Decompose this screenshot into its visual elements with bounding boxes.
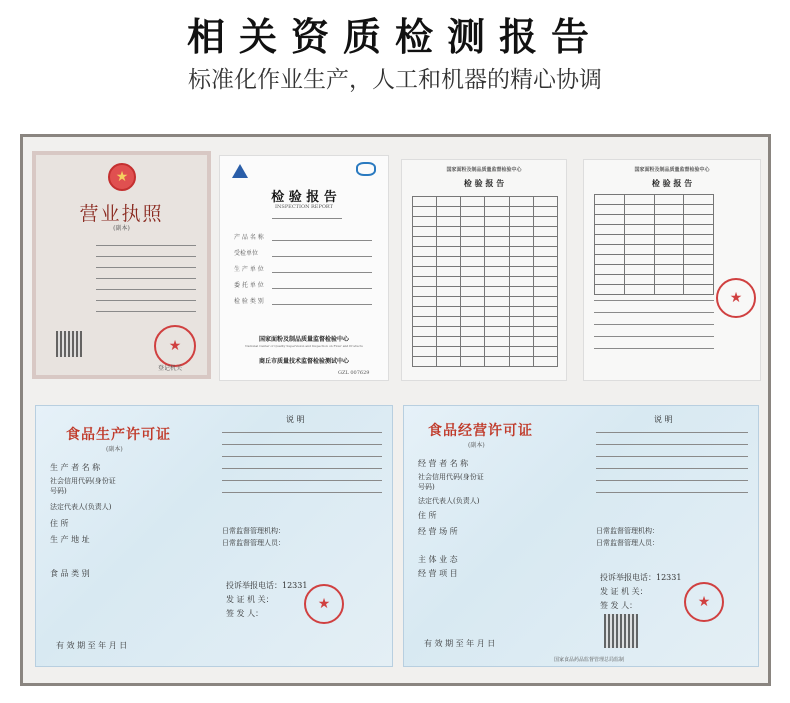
operator-name-label: 经 营 者 名 称 bbox=[418, 459, 469, 468]
production-hotline: 投诉举报电话：12331 bbox=[226, 581, 308, 590]
producer-name-label: 生 产 者 名 称 bbox=[50, 463, 101, 472]
inspection-seal-icon: ★ bbox=[716, 278, 756, 318]
business-premises-label: 经 营 场 所 bbox=[418, 527, 458, 536]
production-license-seal-icon: ★ bbox=[304, 584, 344, 624]
credit-code-label: 社会信用代码(身份证号码) bbox=[50, 477, 116, 495]
business-supervisory-staff: 日常监督管理人员： bbox=[596, 539, 659, 547]
report-code: GZL 007629 bbox=[338, 370, 370, 376]
center-name: 国家面粉及制品质量监督检验中心 bbox=[258, 336, 349, 343]
institute-name: 商丘市质量技术监督检验测试中心 bbox=[258, 358, 349, 365]
certificate-gallery bbox=[20, 134, 771, 686]
legal-rep-label: 法定代表人(负责人) bbox=[50, 503, 112, 511]
qr-code bbox=[56, 331, 82, 357]
production-signer: 签 发 人： bbox=[226, 609, 264, 618]
business-issuer: 发 证 机 关： bbox=[600, 587, 648, 596]
business-validity: 有 效 期 至 年 月 日 bbox=[424, 639, 496, 648]
report-subtitle-en: INSPECTION REPORT bbox=[275, 204, 333, 210]
inspection-report-summary[interactable] bbox=[583, 159, 761, 381]
page-subtitle: 标准化作业生产，人工和机器的精心协调 bbox=[188, 67, 602, 93]
report-title: 检 验 报 告 bbox=[271, 190, 337, 205]
business-license-title: 食品经营许可证 bbox=[428, 423, 533, 439]
cnas-logo-icon bbox=[356, 162, 376, 176]
food-production-license[interactable] bbox=[35, 405, 393, 667]
license-title: 营业执照 bbox=[79, 203, 164, 225]
business-license-footer: 国家食品药品监督管理总局监制 bbox=[554, 657, 625, 663]
cma-logo-icon bbox=[232, 164, 248, 178]
report-title-3: 检 验 报 告 bbox=[651, 178, 693, 188]
registration-seal-icon: ★ bbox=[154, 325, 196, 367]
business-format-label: 主 体 业 态 bbox=[418, 555, 458, 564]
business-signer: 签 发 人： bbox=[600, 601, 638, 610]
business-address-label: 住 所 bbox=[418, 511, 437, 520]
business-supervisory-org: 日常监督管理机构： bbox=[596, 527, 659, 535]
center-name-2: 国家面粉及制品质量监督检验中心 bbox=[446, 167, 522, 173]
field-manufacturer: 生 产 单 位 bbox=[234, 266, 264, 273]
production-notes-title: 说 明 bbox=[286, 415, 305, 424]
food-business-license[interactable] bbox=[403, 405, 759, 667]
license-footer: 登记机关 bbox=[158, 365, 183, 372]
license-copy-label: (副本) bbox=[113, 225, 130, 232]
inspection-results-table bbox=[412, 196, 558, 367]
business-credit-code-label: 社会信用代码(身份证号码) bbox=[418, 473, 484, 491]
business-hotline: 投诉举报电话：12331 bbox=[600, 573, 682, 582]
center-name-en: National Center of Quality Supervision and Inspection on Flour and Products bbox=[245, 344, 363, 348]
national-emblem-icon: ★ bbox=[108, 163, 136, 191]
field-inspection-type: 检 验 类 别 bbox=[234, 298, 264, 305]
center-name-3: 国家面粉及制品质量监督检验中心 bbox=[634, 167, 710, 173]
business-license[interactable] bbox=[32, 151, 211, 379]
inspection-report-table[interactable] bbox=[401, 159, 567, 381]
business-qr-code bbox=[604, 614, 638, 648]
business-items-label: 经 营 项 目 bbox=[418, 569, 458, 578]
field-product-name: 产 品 名 称 bbox=[234, 234, 264, 241]
production-address-label: 生 产 地 址 bbox=[50, 535, 90, 544]
business-legal-rep-label: 法定代表人(负责人) bbox=[418, 497, 480, 505]
production-license-title: 食品生产许可证 bbox=[66, 427, 171, 443]
business-notes-title: 说 明 bbox=[654, 415, 673, 424]
field-client: 委 托 单 位 bbox=[234, 282, 264, 289]
business-license-copy: (副本) bbox=[468, 442, 485, 449]
production-license-copy: (副本) bbox=[106, 446, 123, 453]
production-issuer: 发 证 机 关： bbox=[226, 595, 274, 604]
food-category-label: 食 品 类 别 bbox=[50, 569, 90, 578]
address-label: 住 所 bbox=[50, 519, 69, 528]
inspection-report-cover[interactable] bbox=[219, 155, 389, 381]
page-title: 相关资质检测报告 bbox=[186, 14, 603, 59]
business-license-seal-icon: ★ bbox=[684, 582, 724, 622]
production-supervisory-staff: 日常监督管理人员： bbox=[222, 539, 285, 547]
production-validity: 有 效 期 至 年 月 日 bbox=[56, 641, 128, 650]
inspection-summary-table bbox=[594, 194, 714, 295]
field-inspected-unit: 受检单位 bbox=[234, 250, 259, 257]
report-title-2: 检 验 报 告 bbox=[463, 178, 505, 188]
production-supervisory-org: 日常监督管理机构： bbox=[222, 527, 285, 535]
